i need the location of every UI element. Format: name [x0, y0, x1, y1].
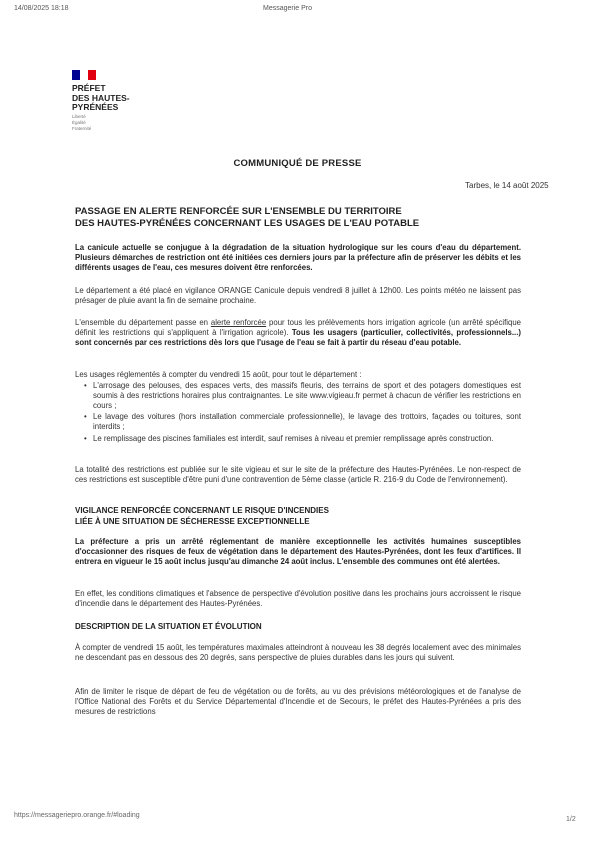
alert-level-underlined: alerte renforcée [210, 318, 267, 327]
paragraph-temperatures: À compter de vendredi 15 août, les températures maximales atteindront à nouveau les 38 degrés localement avec des minimales ne descendant pas en dessous des 20 degrés, sans perspective de pluies durables dans les jours qui suivent. [75, 643, 521, 663]
bullet-lavage: Le lavage des voitures (hors installation commerciale professionnelle), le lavage des trottoirs, façades ou toitures, sont interdits ; [93, 412, 521, 432]
paragraph-arrete-incendie [75, 537, 521, 568]
prefecture-logo [72, 84, 152, 113]
section-heading-situation: DESCRIPTION DE LA SITUATION ET ÉVOLUTION [75, 622, 262, 631]
paragraph-vigilance-canicule: Le département a été placé en vigilance ORANGE Canicule depuis vendredi 8 juillet à 12h00. Les points météo ne laissent pas présager de pluie avant la fin de semaine prochaine. [75, 286, 521, 306]
logo-line-1: PRÉFET [72, 83, 106, 93]
motto-liberte: Liberté [72, 114, 86, 119]
paragraph-intro [75, 243, 521, 274]
alert-text-bold: Tous les usagers (particulier, collectivités, professionnels...) sont concernés par ces restrictions dès lors que l'usage de l'eau se fait à partir du réseau d'eau potable. [75, 328, 521, 348]
list-item: • L'arrosage des pelouses, des espaces verts, des massifs fleuris, des terrains de sport et des potagers domestiques est soumis à des restrictions horaires plus contraignantes. Le site www.vigieau.fr permet à chacun de vérifier les restrictions en cours ; [84, 381, 521, 411]
logo-line-2: DES HAUTES- [72, 92, 130, 103]
paragraph-alerte-renforcee [75, 318, 521, 349]
republic-motto [72, 114, 91, 132]
paragraph-mesures: Afin de limiter le risque de départ de feu de végétation ou de forêts, au vu des prévisions météorologiques et de l'analyse de l'Office National des Forêts et du Service Départemental d'Incendie et de Secours, le préfet des Hautes-Pyrénées a pris des mesures de restrictions [75, 687, 521, 717]
alert-text-middle: pour tous les prélèvements hors irrigation agricole (un arrêté spécifique définit les restrictions qui s'appliquent à l'irrigation agricole). [75, 318, 521, 338]
section-heading-line-2: LIÉE À UNE SITUATION DE SÉCHERESSE EXCEPTIONNELLE [75, 516, 310, 526]
section-heading-incendies [75, 506, 521, 527]
paragraph-publication: La totalité des restrictions est publiée sur le site vigieau et sur le site de la préfecture des Hautes-Pyrénées. Le non-respect de ces restrictions est susceptible d'être puni d'une contravention de 5ème classe (article R. 216-9 du Code de l'environnement). [75, 465, 521, 485]
list-item: • Le lavage des voitures (hors installation commerciale professionnelle), le lavage des trottoirs, façades ou toitures, sont interdits ; [84, 412, 521, 432]
print-datetime: 14/08/2025 18:18 [14, 5, 69, 12]
motto-egalite: Égalité [72, 120, 86, 125]
intro-bold-text: La canicule actuelle se conjugue à la dégradation de la situation hydrologique sur les cours d'eau du département. Plusieurs démarches de restriction ont été initiées ces derniers jours par la préfecture afin de préserver les débits et les différents usages de l'eau, ces mesures doivent être renforcées. [75, 243, 521, 273]
print-app-title: Messagerie Pro [263, 5, 313, 12]
arrete-bold-text: La préfecture a pris un arrêté réglementant de manière exceptionnelle les activités humaines susceptibles d'occasionner des risques de feux de végétation dans le département des Hautes-Pyrénées, dont les feux d'artifices. Il entrera en vigueur le 15 août inclus jusqu'au dimanche 24 août inclus. L'ensemble des communes ont été alertées. [75, 537, 521, 567]
page-number: 1/2 [566, 816, 576, 823]
bullet-arrosage: L'arrosage des pelouses, des espaces verts, des massifs fleuris, des terrains de sport et des potagers domestiques est soumis à des restrictions horaires plus contraignantes. Le site www.vigieau.fr permet à chacun de vérifier les restrictions en cours ; [93, 381, 521, 411]
document-title: COMMUNIQUÉ DE PRESSE [233, 158, 362, 169]
alert-text-start: L'ensemble du département passe en [75, 318, 211, 327]
motto-fraternite: Fraternité [72, 126, 92, 131]
document-date: Tarbes, le 14 août 2025 [465, 181, 549, 190]
paragraph-usages-intro: Les usages réglementés à compter du vendredi 15 août, pour tout le département : [75, 370, 362, 379]
print-url: https://messageriepro.orange.fr/#loading [14, 812, 140, 819]
paragraph-conditions-climatiques: En effet, les conditions climatiques et l'absence de perspective d'évolution positive dans les prochains jours accroissent le risque d'incendie dans le département des Hautes-Pyrénées. [75, 589, 521, 609]
marianne-flag-icon [72, 70, 96, 80]
headline-line-2: DES HAUTES-PYRÉNÉES CONCERNANT LES USAGES DE L'EAU POTABLE [75, 218, 420, 229]
headline-line-1: PASSAGE EN ALERTE RENFORCÉE SUR L'ENSEMBLE DU TERRITOIRE [75, 206, 402, 217]
bullet-piscines: Le remplissage des piscines familiales est interdit, sauf remises à niveau et premier remplissage après construction. [93, 434, 494, 443]
press-headline [75, 206, 515, 230]
section-heading-line-1: VIGILANCE RENFORCÉE CONCERNANT LE RISQUE D'INCENDIES [75, 506, 329, 515]
logo-line-3: PYRÉNÉES [72, 102, 119, 112]
list-item: • Le remplissage des piscines familiales est interdit, sauf remises à niveau et premier remplissage après construction. [84, 434, 494, 443]
